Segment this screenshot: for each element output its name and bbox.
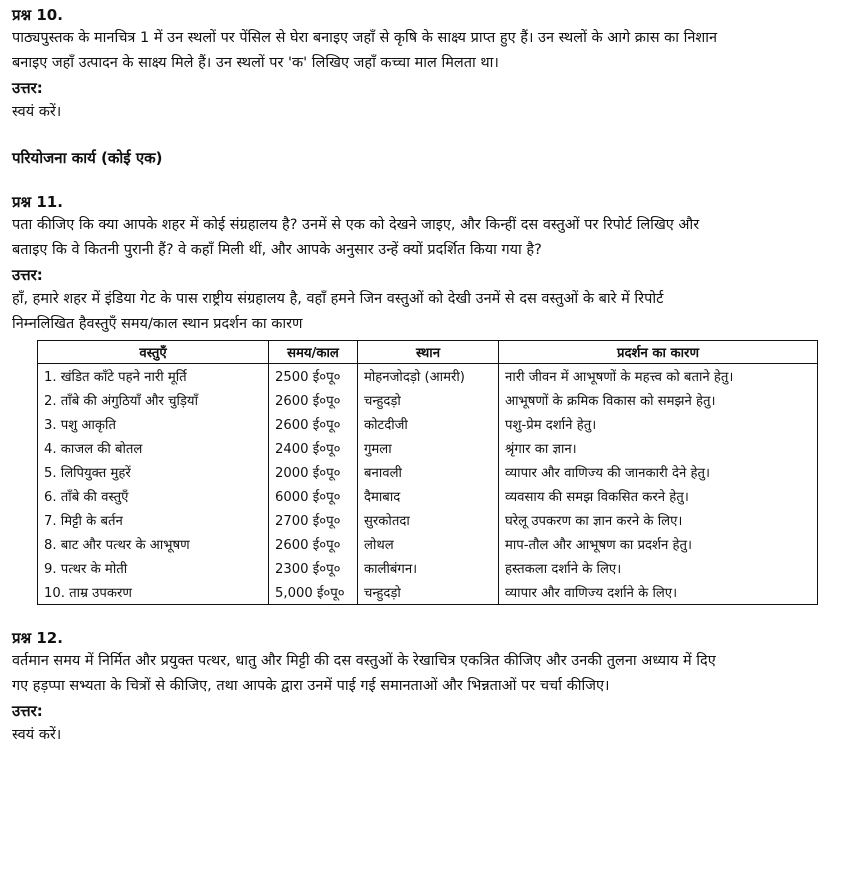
project-work-heading: परियोजना कार्य (कोई एक) xyxy=(12,149,163,167)
cell-time: 2000 ई०पू० xyxy=(269,460,358,484)
cell-reason: श्रृंगार का ज्ञान। xyxy=(499,436,818,460)
question-10-text-line-2: बनाइए जहाँ उत्पादन के साक्ष्य मिले हैं। उन स्थलों पर 'क' लिखिए जहाँ कच्चा माल मिलता था। xyxy=(12,55,499,71)
cell-time: 2500 ई०पू० xyxy=(269,364,358,389)
cell-place: गुमला xyxy=(358,436,499,460)
cell-object: 3. पशु आकृति xyxy=(38,412,269,436)
question-12-answer: स्वयं करें। xyxy=(12,727,62,743)
question-10 xyxy=(12,4,842,125)
cell-time: 5,000 ई०पू० xyxy=(269,580,358,605)
question-12 xyxy=(12,627,842,748)
header-display-reason: प्रदर्शन का कारण xyxy=(499,341,818,364)
question-10-answer: स्वयं करें। xyxy=(12,104,62,120)
cell-reason: व्यवसाय की समझ विकसित करने हेतु। xyxy=(499,484,818,508)
cell-object: 1. खंडित काँटे पहने नारी मूर्ति xyxy=(38,364,269,389)
cell-time: 6000 ई०पू० xyxy=(269,484,358,508)
cell-reason: माप-तौल और आभूषण का प्रदर्शन हेतु। xyxy=(499,532,818,556)
cell-time: 2600 ई०पू० xyxy=(269,388,358,412)
cell-object: 4. काजल की बोतल xyxy=(38,436,269,460)
question-12-answer-label: उत्तर: xyxy=(12,702,43,720)
table-row xyxy=(38,508,818,532)
cell-place: कोटदीजी xyxy=(358,412,499,436)
cell-time: 2600 ई०पू० xyxy=(269,532,358,556)
cell-reason: व्यापार और वाणिज्य दर्शाने के लिए। xyxy=(499,580,818,605)
table-row xyxy=(38,460,818,484)
question-10-text-line-1: पाठ्यपुस्तक के मानचित्र 1 में उन स्थलों पर पेंसिल से घेरा बनाइए जहाँ से कृषि के साक्ष्य प्राप्त हुए हैं। उन स्थलों के आगे क्रास का निशान xyxy=(12,30,718,46)
cell-object: 6. ताँबे की वस्तुएँ xyxy=(38,484,269,508)
question-11-answer-line-2: निम्नलिखित हैवस्तुएँ समय/काल स्थान प्रदर्शन का कारण xyxy=(12,316,303,332)
cell-place: बनावली xyxy=(358,460,499,484)
question-11-text-line-1: पता कीजिए कि क्या आपके शहर में कोई संग्रहालय है? उनमें से एक को देखने जाइए, और किन्हीं दस वस्तुओं पर रिपोर्ट लिखिए और xyxy=(12,217,700,233)
question-10-title: प्रश्न 10. xyxy=(12,6,63,24)
cell-reason: हस्तकला दर्शाने के लिए। xyxy=(499,556,818,580)
table-row xyxy=(38,580,818,605)
table-row xyxy=(38,364,818,389)
table-row xyxy=(38,388,818,412)
cell-reason: आभूषणों के क्रमिक विकास को समझने हेतु। xyxy=(499,388,818,412)
header-time-period: समय/काल xyxy=(269,341,358,364)
table-row xyxy=(38,484,818,508)
cell-object: 10. ताम्र उपकरण xyxy=(38,580,269,605)
header-objects: वस्तुएँ xyxy=(38,341,269,364)
cell-place: सुरकोतदा xyxy=(358,508,499,532)
cell-place: दैमाबाद xyxy=(358,484,499,508)
table-row xyxy=(38,532,818,556)
cell-time: 2600 ई०पू० xyxy=(269,412,358,436)
question-12-text-line-1: वर्तमान समय में निर्मित और प्रयुक्त पत्थर, धातु और मिट्टी की दस वस्तुओं के रेखाचित्र एकत्रित कीजिए और उनकी तुलना अध्याय में दिए xyxy=(12,653,716,669)
question-10-answer-label: उत्तर: xyxy=(12,79,43,97)
cell-time: 2300 ई०पू० xyxy=(269,556,358,580)
document-page xyxy=(12,4,842,748)
question-12-text-line-2: गए हड़प्पा सभ्यता के चित्रों से कीजिए, तथा आपके द्वारा उनमें पाई गई समानताओं और भिन्नताओं पर चर्चा कीजिए। xyxy=(12,678,610,694)
table-row xyxy=(38,412,818,436)
cell-object: 5. लिपियुक्त मुहरें xyxy=(38,460,269,484)
cell-time: 2400 ई०पू० xyxy=(269,436,358,460)
cell-object: 8. बाट और पत्थर के आभूषण xyxy=(38,532,269,556)
cell-reason: नारी जीवन में आभूषणों के महत्त्व को बताने हेतु। xyxy=(499,364,818,389)
question-11-answer-label: उत्तर: xyxy=(12,266,43,284)
cell-object: 2. ताँबे की अंगुठियाँ और चुड़ियाँ xyxy=(38,388,269,412)
header-place: स्थान xyxy=(358,341,499,364)
table-header-row xyxy=(38,341,818,364)
museum-objects-table xyxy=(37,340,818,605)
question-11 xyxy=(12,191,842,605)
cell-object: 9. पत्थर के मोती xyxy=(38,556,269,580)
question-11-title: प्रश्न 11. xyxy=(12,193,63,211)
cell-place: कालीबंगन। xyxy=(358,556,499,580)
table-row xyxy=(38,436,818,460)
cell-reason: पशु-प्रेम दर्शाने हेतु। xyxy=(499,412,818,436)
cell-object: 7. मिट्टी के बर्तन xyxy=(38,508,269,532)
cell-place: चन्हुदड़ो xyxy=(358,388,499,412)
cell-reason: घरेलू उपकरण का ज्ञान करने के लिए। xyxy=(499,508,818,532)
question-11-answer-line-1: हाँ, हमारे शहर में इंडिया गेट के पास राष्ट्रीय संग्रहालय है, वहाँ हमने जिन वस्तुओं को देखी उनमें से दस वस्तुओं के बारे में रिपोर्ट xyxy=(12,291,664,307)
table-row xyxy=(38,556,818,580)
question-11-text-line-2: बताइए कि वे कितनी पुरानी हैं? वे कहाँ मिली थीं, और आपके अनुसार उन्हें क्यों प्रदर्शित किया गया है? xyxy=(12,242,542,258)
question-12-title: प्रश्न 12. xyxy=(12,629,63,647)
cell-time: 2700 ई०पू० xyxy=(269,508,358,532)
cell-place: मोहनजोदड़ो (आमरी) xyxy=(358,364,499,389)
cell-place: लोथल xyxy=(358,532,499,556)
cell-place: चन्हुदड़ो xyxy=(358,580,499,605)
cell-reason: व्यापार और वाणिज्य की जानकारी देने हेतु। xyxy=(499,460,818,484)
